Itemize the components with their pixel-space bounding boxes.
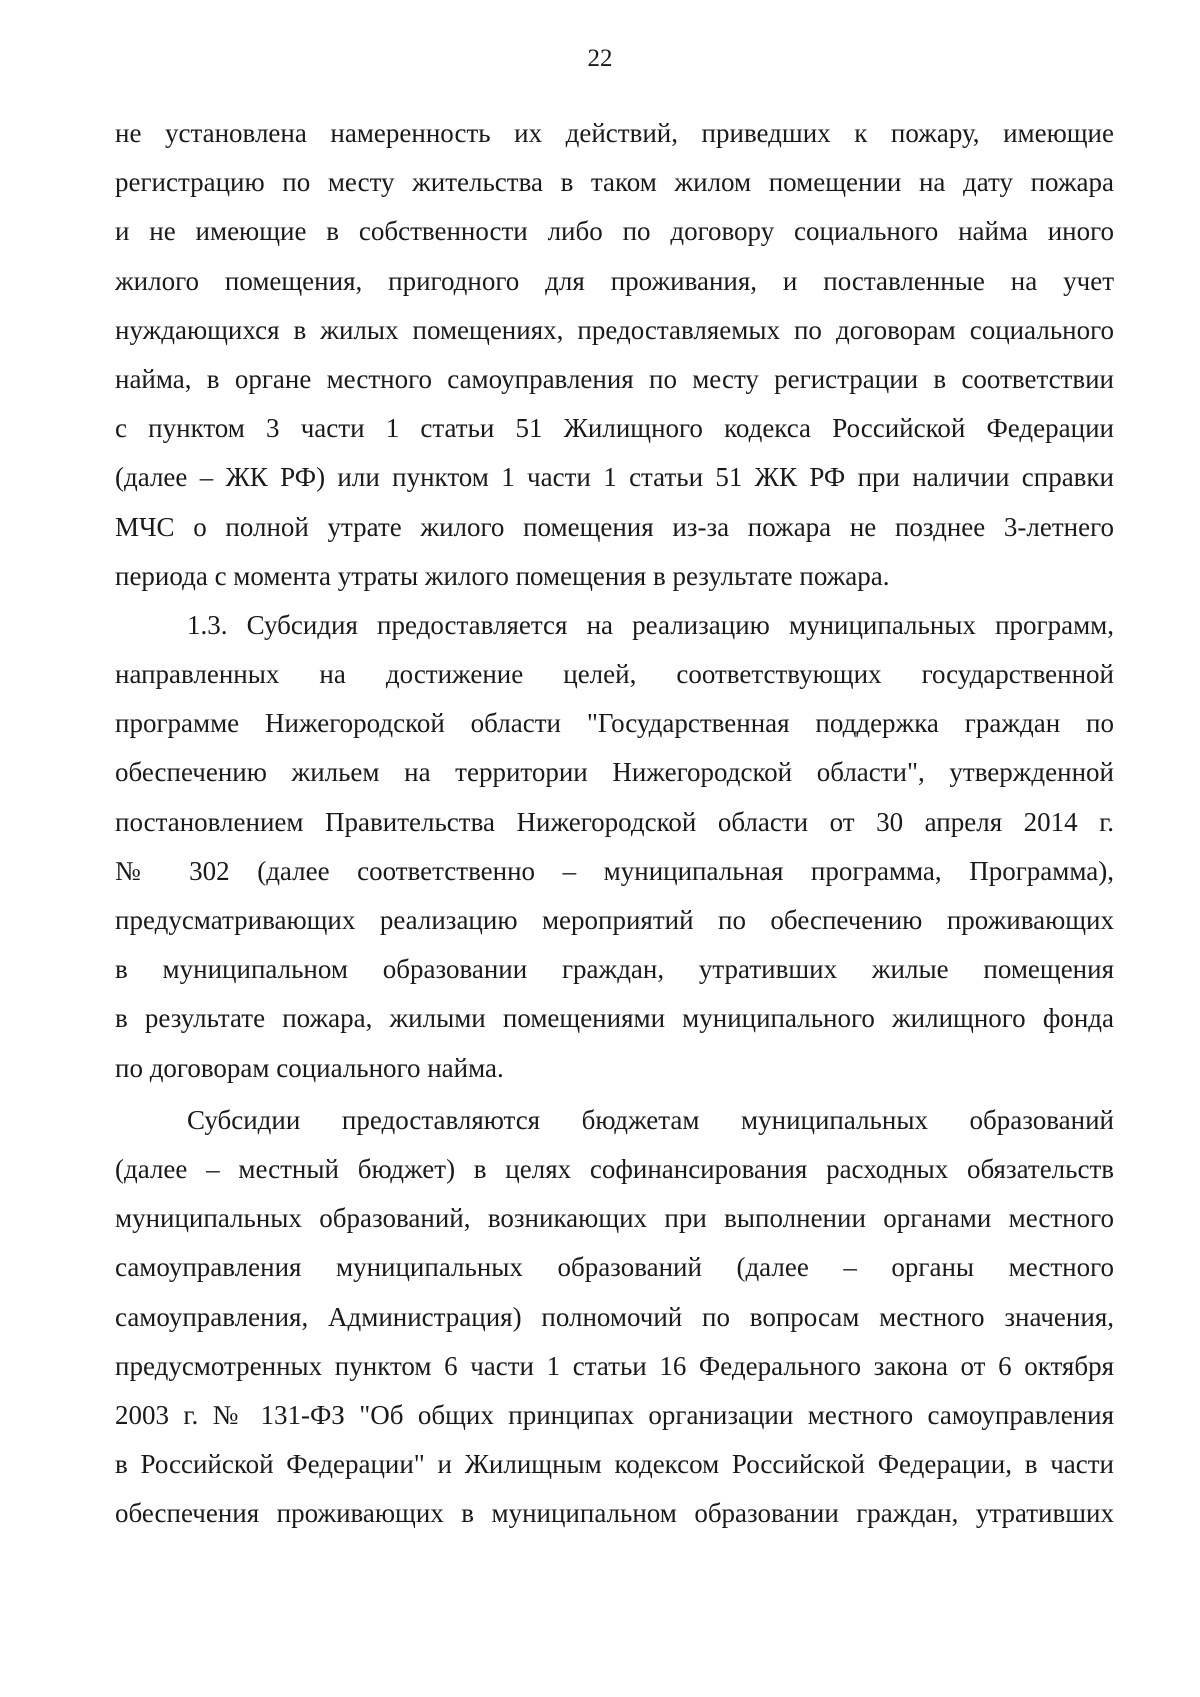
text-line: постановлением Правительства Нижегородской области от 30 апреля 2014 г. (115, 806, 1114, 837)
text-line: программе Нижегородской области "Государственная поддержка граждан по (115, 708, 1114, 739)
text-line: (далее – местный бюджет) в целях софинансирования расходных обязательств (115, 1153, 1114, 1184)
text-line: МЧС о полной утрате жилого помещения из-за пожара не позднее 3-летнего (115, 511, 1114, 542)
text-line: нуждающихся в жилых помещениях, предоставляемых по договорам социального (115, 314, 1114, 345)
text-line: № 302 (далее соответственно – муниципальная программа, Программа), (115, 855, 1114, 886)
text-line: муниципальных образований, возникающих при выполнении органами местного (115, 1203, 1114, 1234)
text-line: самоуправления, Администрация) полномочий по вопросам местного значения, (115, 1301, 1114, 1332)
page-number: 22 (587, 45, 613, 72)
text-line: и не имеющие в собственности либо по договору социального найма иного (115, 216, 1114, 247)
paragraph-subsidies (115, 1096, 1114, 1539)
text-line: направленных на достижение целей, соответствующих государственной (115, 659, 1114, 690)
text-line: обеспечению жильем на территории Нижегородской области", утвержденной (115, 757, 1114, 788)
text-line: предусматривающих реализацию мероприятий по обеспечению проживающих (115, 905, 1114, 935)
text-line: 1.3. Субсидия предоставляется на реализацию муниципальных программ, (187, 609, 1114, 640)
text-line: предусмотренных пунктом 6 части 1 статьи 16 Федерального закона от 6 октября (115, 1350, 1114, 1381)
text-line: обеспечения проживающих в муниципальном образовании граждан, утративших (115, 1498, 1114, 1529)
text-line: самоуправления муниципальных образований (далее – органы местного (115, 1252, 1114, 1283)
text-line: не установлена намеренность их действий, приведших к пожару, имеющие (115, 118, 1114, 148)
paragraph-continuation (115, 109, 1114, 601)
text-line: найма, в органе местного самоуправления по месту регистрации в соответствии (115, 363, 1114, 394)
text-line: периода с момента утраты жилого помещения в результате пожара. (115, 560, 890, 591)
text-line: 2003 г. № 131-ФЗ "Об общих принципах организации местного самоуправления (115, 1399, 1114, 1430)
text-line: жилого помещения, пригодного для проживания, и поставленные на учет (115, 265, 1114, 296)
document-body (115, 109, 1114, 1538)
text-line: с пунктом 3 части 1 статьи 51 Жилищного кодекса Российской Федерации (115, 413, 1114, 444)
text-line: (далее – ЖК РФ) или пунктом 1 части 1 статьи 51 ЖК РФ при наличии справки (115, 462, 1114, 493)
text-line: в муниципальном образовании граждан, утративших жилые помещения (115, 954, 1114, 985)
text-line: в Российской Федерации" и Жилищным кодексом Российской Федерации, в части (115, 1449, 1114, 1480)
paragraph-1-3 (115, 601, 1114, 1093)
text-line: Субсидии предоставляются бюджетам муниципальных образований (187, 1104, 1114, 1135)
text-line: по договорам социального найма. (115, 1052, 504, 1083)
text-line: в результате пожара, жилыми помещениями муниципального жилищного фонда (115, 1003, 1114, 1034)
text-line: регистрацию по месту жительства в таком жилом помещении на дату пожара (115, 167, 1114, 198)
